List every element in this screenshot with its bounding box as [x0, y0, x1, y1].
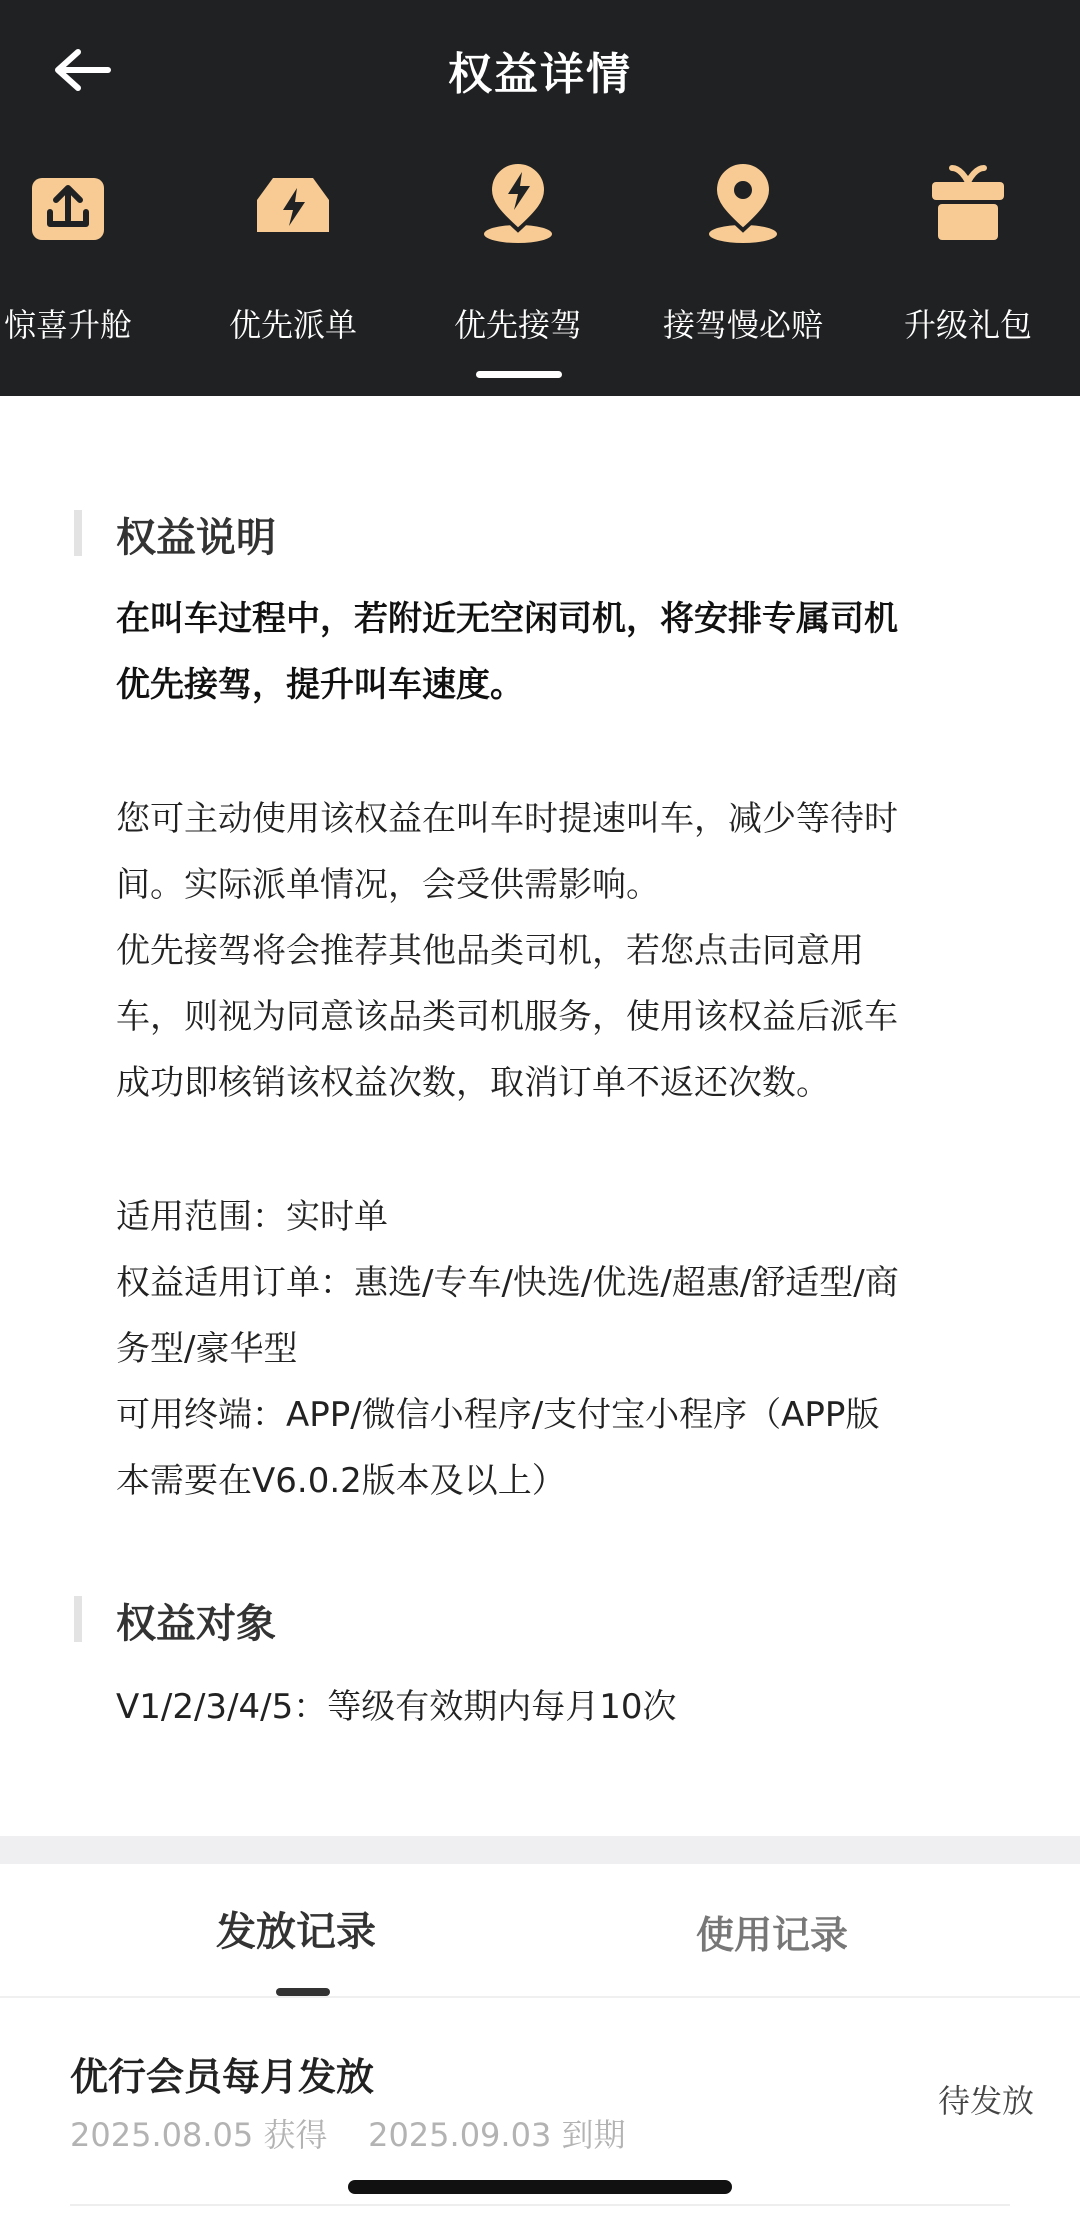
tab-label: 接驾慢必赔 [662, 306, 823, 344]
tab-label: 优先派单 [228, 306, 357, 344]
tab-surprise-upgrade[interactable] [0, 160, 180, 396]
selected-tab-indicator [476, 371, 562, 378]
upgrade-box-icon [26, 160, 110, 244]
section-marker [74, 1596, 82, 1642]
section-marker [74, 510, 82, 556]
record-status: 待发放 [937, 2082, 1034, 2120]
description-line: 车，则视为同意该品类司机服务，使用该权益后派车 [116, 997, 898, 1037]
target-text: V1/2/3/4/5：等级有效期内每月10次 [116, 1687, 677, 1727]
description-line: 优先接驾将会推荐其他品类司机，若您点击同意用 [116, 931, 864, 971]
scope-line: 适用范围：实时单 [116, 1197, 388, 1237]
section-separator [0, 1836, 1080, 1864]
tab-label: 优先接驾 [453, 306, 582, 344]
highlight-line: 优先接驾，提升叫车速度。 [116, 665, 524, 705]
description-line: 间。实际派单情况，会受供需影响。 [116, 865, 660, 905]
scope-line: 务型/豪华型 [116, 1329, 298, 1369]
tab-issue-records[interactable]: 发放记录 [216, 1909, 376, 1955]
location-pin-icon [701, 160, 785, 244]
description-line: 您可主动使用该权益在叫车时提速叫车，减少等待时 [116, 799, 898, 839]
tab-upgrade-gift[interactable] [856, 160, 1080, 396]
highlight-line: 在叫车过程中，若附近无空闲司机，将安排专属司机 [116, 599, 898, 639]
record-dates: 2025.08.05 获得 2025.09.03 到期 [70, 2116, 626, 2154]
gift-box-icon [926, 160, 1010, 244]
scope-line: 可用终端：APP/微信小程序/支付宝小程序（APP版 [116, 1395, 880, 1435]
home-indicator[interactable] [348, 2180, 732, 2194]
tab-label: 惊喜升舱 [3, 306, 132, 344]
lightning-box-icon [251, 160, 335, 244]
page-title: 权益详情 [448, 49, 632, 100]
tab-priority-pickup[interactable] [406, 160, 630, 396]
tab-priority-dispatch[interactable] [181, 160, 405, 396]
section-title-description: 权益说明 [116, 515, 276, 561]
divider [0, 1996, 1080, 1998]
lightning-location-icon [476, 160, 560, 244]
tab-usage-records[interactable]: 使用记录 [696, 1913, 849, 1957]
tab-label: 升级礼包 [903, 306, 1032, 344]
records-tab-indicator [276, 1988, 330, 1996]
scope-line: 权益适用订单：惠选/专车/快选/优选/超惠/舒适型/商 [116, 1263, 899, 1303]
record-title: 优行会员每月发放 [70, 2055, 375, 2099]
section-title-target: 权益对象 [116, 1601, 276, 1647]
scope-line: 本需要在V6.0.2版本及以上） [116, 1461, 566, 1501]
header [0, 0, 1080, 396]
description-line: 成功即核销该权益次数，取消订单不返还次数。 [116, 1063, 830, 1103]
benefit-tabs [0, 160, 1080, 396]
tab-slow-pickup-compensation[interactable] [631, 160, 855, 396]
divider [70, 2204, 1010, 2206]
